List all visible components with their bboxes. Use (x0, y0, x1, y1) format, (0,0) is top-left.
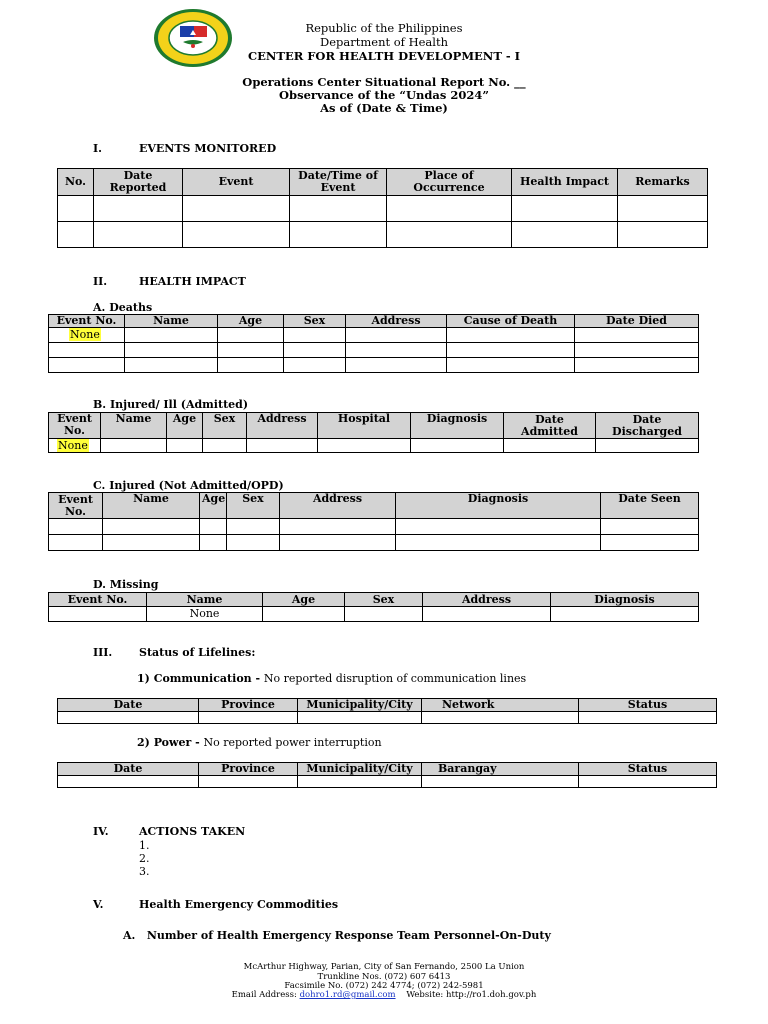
section-events-monitored (93, 142, 276, 155)
col-header: Remarks (618, 169, 708, 196)
col-header: Date Seen (601, 493, 699, 519)
col-header: Diagnosis (551, 593, 699, 607)
footer-facsimile: Facsimile No. (072) 242 4774; (072) 242-5981 (284, 981, 484, 991)
col-header: Name (147, 593, 263, 607)
none-highlight: None (70, 328, 100, 341)
col-header: Barangay (422, 763, 579, 776)
col-header: Municipality/City (298, 699, 422, 712)
section-number: III. (93, 646, 113, 659)
col-header: Date Discharged (596, 413, 699, 439)
col-header: Age (263, 593, 345, 607)
col-header: Diagnosis (411, 413, 504, 439)
section-number: I. (93, 142, 102, 155)
col-header: Hospital (318, 413, 411, 439)
section-title: Health Emergency Commodities (139, 898, 339, 911)
col-header: Cause of Death (447, 315, 575, 328)
power-text: No reported power interruption (203, 736, 382, 749)
header-republic: Republic of the Philippines (305, 21, 463, 35)
col-header: Sex (203, 413, 247, 439)
col-header: Network (422, 699, 579, 712)
col-header: Sex (227, 493, 280, 519)
col-header: Province (199, 763, 298, 776)
col-header: Province (199, 699, 298, 712)
col-header: Name (125, 315, 218, 328)
personnel-on-duty-title: A. Number of Health Emergency Response Team Personnel-On-Duty (123, 929, 551, 942)
col-header: Diagnosis (396, 493, 601, 519)
section-commodities (93, 898, 338, 911)
list-item: 2. (139, 852, 150, 865)
list-item: 3. (139, 865, 150, 878)
table-row (49, 358, 699, 373)
communication-label: 1) Communication - (137, 672, 264, 685)
col-header: Date Admitted (504, 413, 596, 439)
col-header: Date/Time of Event (290, 169, 387, 196)
col-header: Status (579, 763, 717, 776)
none-highlight: None (58, 438, 88, 452)
col-header: Health Impact (512, 169, 618, 196)
table-row (49, 439, 699, 453)
col-header: Event No. (49, 413, 101, 439)
section-number: V. (93, 898, 104, 911)
list-item: 1. (139, 839, 150, 852)
col-header: No. (58, 169, 94, 196)
section-number: II. (93, 275, 108, 288)
col-header: Age (167, 413, 203, 439)
opd-title: C. Injured (Not Admitted/OPD) (93, 479, 284, 492)
table-row (49, 607, 699, 622)
admitted-title: B. Injured/ Ill (Admitted) (93, 398, 249, 411)
section-actions-taken (93, 825, 245, 838)
admitted-table (48, 412, 699, 453)
power-status (137, 736, 382, 749)
col-header: Name (103, 493, 200, 519)
report-subtitle: Observance of the “Undas 2024” (279, 88, 489, 102)
deaths-table (48, 314, 699, 373)
col-header: Date Died (575, 315, 699, 328)
table-row (49, 343, 699, 358)
col-header: Age (218, 315, 284, 328)
table-row (58, 776, 717, 788)
table-row (58, 712, 717, 724)
col-header: Date (58, 699, 199, 712)
communication-table (57, 698, 717, 724)
header-center: CENTER FOR HEALTH DEVELOPMENT - I (247, 49, 521, 63)
section-lifelines (93, 646, 255, 659)
col-header: Municipality/City (298, 763, 422, 776)
missing-table (48, 592, 699, 622)
power-label: 2) Power - (137, 736, 204, 749)
report-title: Operations Center Situational Report No. __ (242, 75, 526, 89)
report-as-of: As of (Date & Time) (320, 101, 448, 115)
section-title: ACTIONS TAKEN (139, 825, 246, 838)
website-text: Website: http://ro1.doh.gov.ph (406, 990, 537, 1000)
col-header: Address (346, 315, 447, 328)
section-number: IV. (93, 825, 109, 838)
deaths-title: A. Deaths (93, 301, 153, 314)
col-header: Event No. (49, 315, 125, 328)
section-title: Status of Lifelines: (139, 646, 256, 659)
col-header: Status (579, 699, 717, 712)
communication-text: No reported disruption of communication lines (263, 672, 527, 685)
power-table (57, 762, 717, 788)
col-header: Place of Occurrence (387, 169, 512, 196)
col-header: Event (183, 169, 290, 196)
col-header: Sex (284, 315, 346, 328)
missing-title: D. Missing (93, 578, 159, 591)
col-header: Sex (345, 593, 423, 607)
table-row (58, 196, 708, 222)
section-health-impact (93, 275, 246, 288)
opd-table (48, 492, 699, 551)
header-department: Department of Health (320, 35, 448, 49)
col-header: Event No. (49, 593, 147, 607)
table-row (49, 519, 699, 535)
email-label: Email Address: (231, 990, 300, 1000)
footer-trunkline: Trunkline Nos. (072) 607 6413 (317, 972, 451, 982)
col-header: Date Reported (94, 169, 183, 196)
col-header: Address (247, 413, 318, 439)
col-header: Event No. (49, 493, 103, 519)
events-table (57, 168, 708, 248)
email-link[interactable]: dohro1.rd@gmail.com (299, 990, 396, 1000)
col-header: Address (280, 493, 396, 519)
section-title: EVENTS MONITORED (139, 142, 277, 155)
none-cell: None (147, 607, 263, 622)
table-row (49, 535, 699, 551)
communication-status (137, 672, 526, 685)
section-title: HEALTH IMPACT (139, 275, 246, 288)
footer-address: McArthur Highway, Parian, City of San Fernando, 2500 La Union (243, 962, 525, 972)
table-row (58, 222, 708, 248)
col-header: Address (423, 593, 551, 607)
col-header: Date (58, 763, 199, 776)
footer-contact (0, 990, 768, 1000)
col-header: Name (101, 413, 167, 439)
table-row (49, 328, 699, 343)
col-header: Age (200, 493, 227, 519)
